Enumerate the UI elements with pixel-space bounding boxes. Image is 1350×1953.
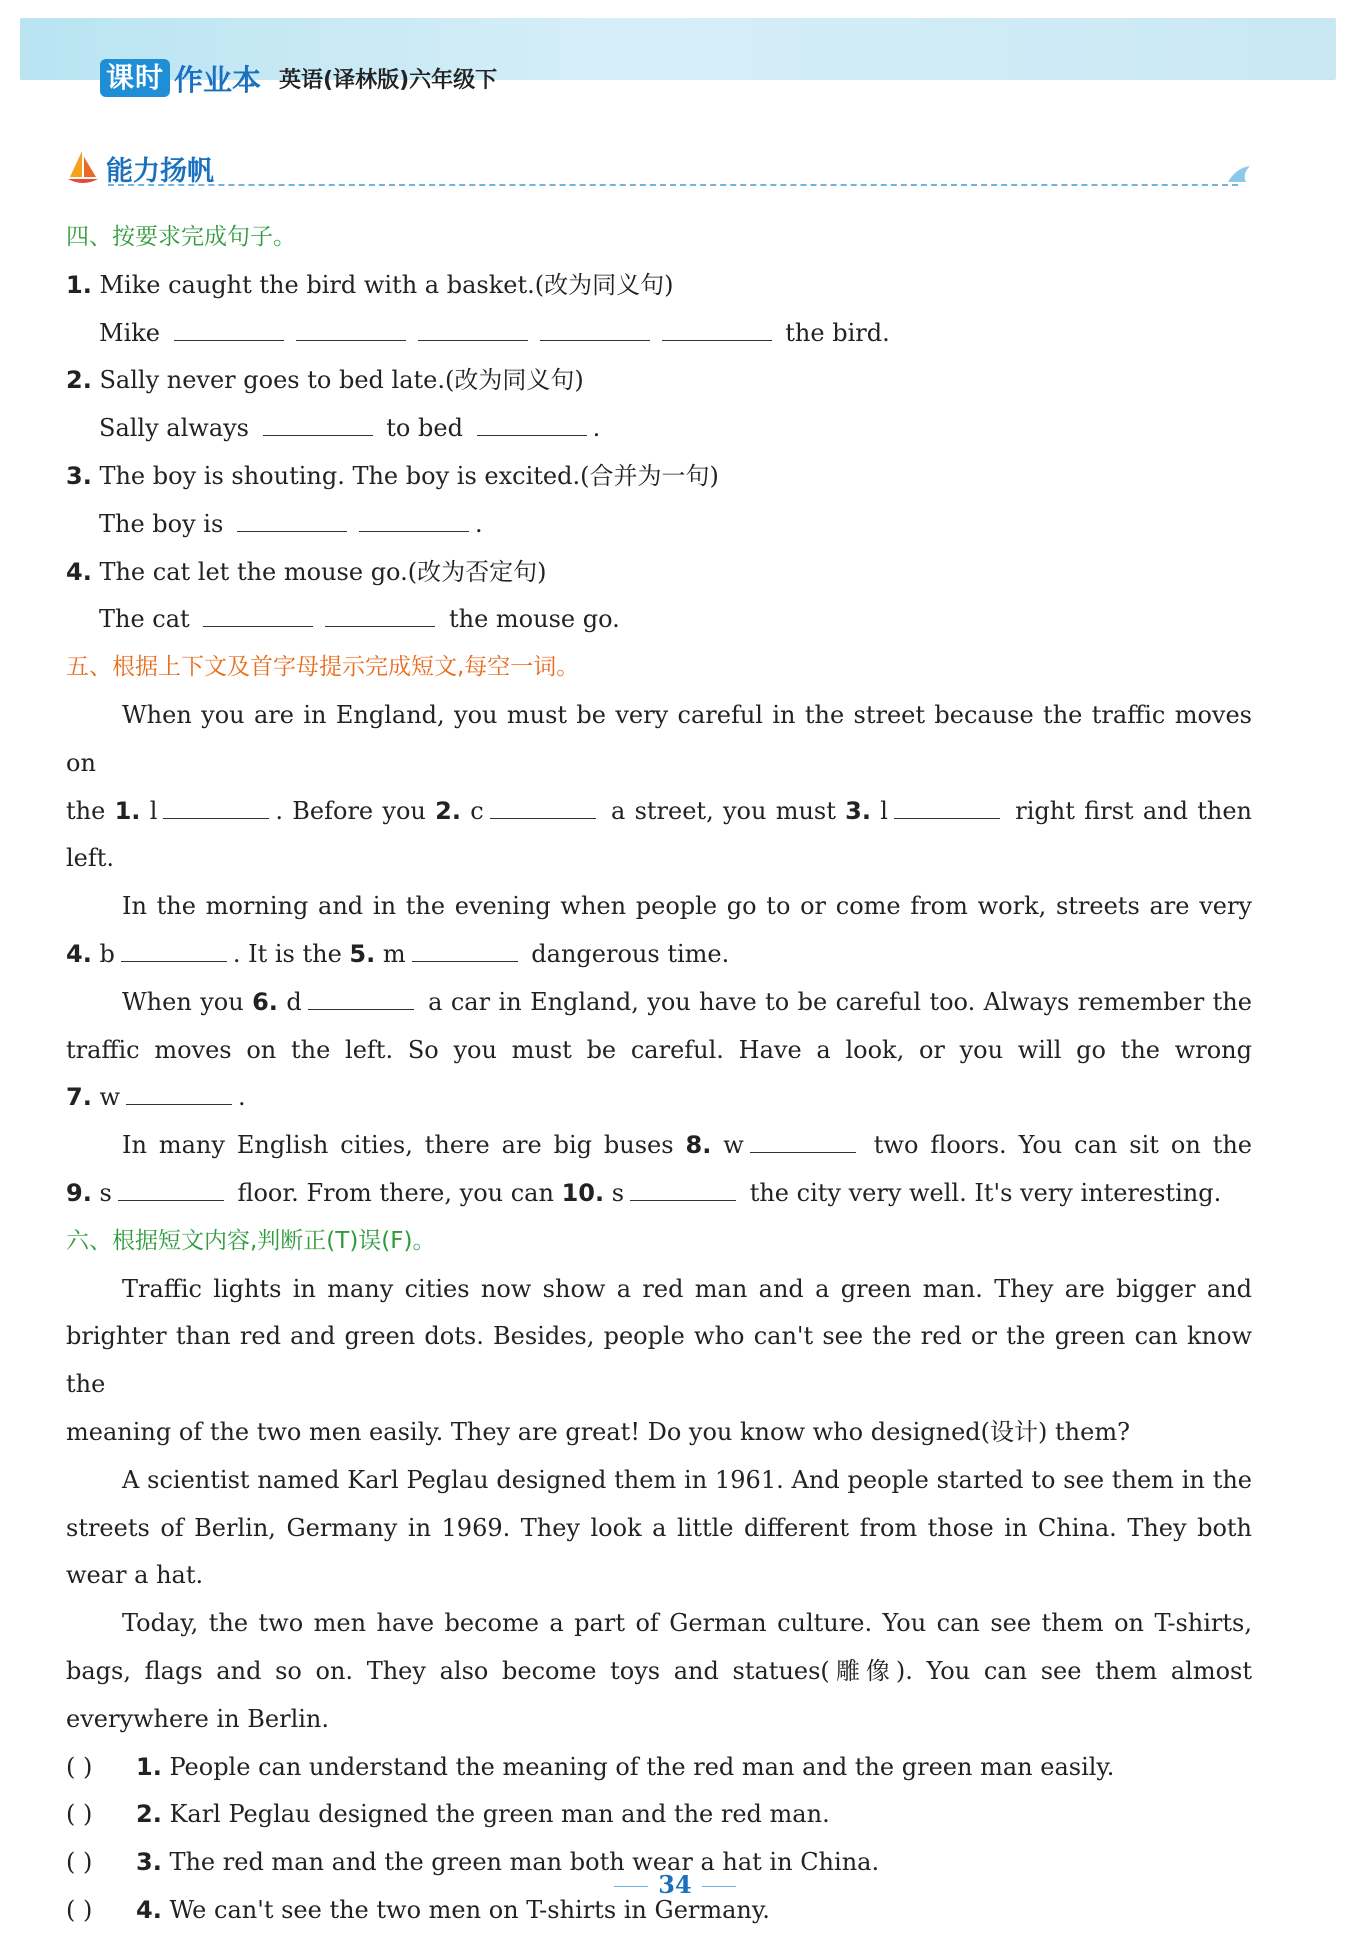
logo-zuoyeben: 作业本 (174, 62, 262, 97)
part5-p3-line2: traffic moves on the left. So you must be careful. Have a look, or you will go the wrong (66, 1035, 1252, 1064)
page-footer (0, 1870, 1350, 1899)
answer-blank[interactable] (630, 1177, 736, 1201)
section-divider (108, 184, 1238, 186)
tf-item-4: ( ) 4. We can't see the two men on T-shirts in Germany. (66, 1887, 1252, 1935)
part5-p1-line1: When you are in England, you must be very careful in the street because the traffic moves on (66, 700, 1252, 777)
part6-p2-line1: A scientist named Karl Peglau designed them in 1961. And people started to see them in the (122, 1465, 1252, 1494)
part4-q3: 3. The boy is shouting. The boy is excited.(合并为一句) (66, 461, 719, 490)
part6-p2-line3: wear a hat. (66, 1561, 204, 1590)
part6-p1-line1: Traffic lights in many cities now show a red man and a green man. They are bigger and (122, 1274, 1252, 1303)
part5-p1-line3: left. (66, 844, 115, 873)
answer-blank[interactable] (750, 1129, 856, 1153)
answer-blank[interactable] (296, 317, 406, 341)
answer-parentheses[interactable]: ( ) (66, 1848, 93, 1877)
part6-p2-line2: streets of Berlin, Germany in 1969. They look a little different from those in China. They both (66, 1513, 1252, 1542)
part6-p1-line3: meaning of the two men easily. They are great! Do you know who designed(设计) them? (66, 1417, 1130, 1446)
part5-p1-line2: the 1. l . Before you 2. c a street, you must 3. l right first and then (66, 796, 1252, 825)
answer-blank[interactable] (163, 795, 269, 819)
page-header (100, 58, 497, 98)
exercise-content (66, 214, 1252, 1935)
answer-blank[interactable] (203, 603, 313, 627)
answer-blank[interactable] (359, 508, 469, 532)
answer-blank[interactable] (237, 508, 347, 532)
answer-blank[interactable] (540, 317, 650, 341)
part4-q1-answer: Mike the bird. (99, 318, 890, 347)
part5-p2-line1: In the morning and in the evening when people go to or come from work, streets are very (122, 892, 1252, 921)
tf-item-3: ( ) 3. The red man and the green man both wear a hat in China. (66, 1839, 1252, 1887)
part4-q1: 1. Mike caught the bird with a basket.(改为同义句) (66, 270, 674, 299)
part6-p3-line3: everywhere in Berlin. (66, 1704, 330, 1733)
part6-p1-line2: brighter than red and green dots. Besides, people who can't see the red or the green can know the (66, 1322, 1252, 1399)
answer-blank[interactable] (412, 938, 518, 962)
answer-blank[interactable] (174, 317, 284, 341)
part5-p4-line2: 9. s floor. From there, you can 10. s the city very well. It's very interesting. (66, 1178, 1222, 1207)
answer-blank[interactable] (126, 1081, 232, 1105)
part4-q3-answer: The boy is . (99, 509, 483, 538)
part4-q2-answer: Sally always to bed . (99, 414, 601, 443)
part4-title: 四、按要求完成句子。 (66, 224, 296, 250)
tf-item-1: ( ) 1. People can understand the meaning of the red man and the green man easily. (66, 1744, 1252, 1792)
part5-p2-line2: 4. b . It is the 5. m dangerous time. (66, 939, 730, 968)
part5-p4-line1: In many English cities, there are big buses 8. w two floors. You can sit on the (122, 1131, 1252, 1160)
answer-parentheses[interactable]: ( ) (66, 1895, 93, 1924)
part4-q4-answer: The cat the mouse go. (99, 605, 620, 634)
sailboat-icon (66, 149, 100, 187)
answer-blank[interactable] (662, 317, 772, 341)
answer-blank[interactable] (118, 1177, 224, 1201)
part6-title: 六、根据短文内容,判断正(T)误(F)。 (66, 1227, 436, 1254)
section-title: 能力扬帆 (106, 155, 214, 187)
answer-parentheses[interactable]: ( ) (66, 1752, 93, 1781)
part6-p3-line1: Today, the two men have become a part of German culture. You can see them on T-shirts, (122, 1609, 1252, 1638)
wave-icon (1226, 164, 1252, 186)
book-logo (100, 58, 261, 98)
part4-q4: 4. The cat let the mouse go.(改为否定句) (66, 557, 547, 586)
answer-blank[interactable] (418, 317, 528, 341)
part5-title: 五、根据上下文及首字母提示完成短文,每空一词。 (66, 654, 580, 681)
footer-dash (614, 1886, 648, 1887)
tf-item-2: ( ) 2. Karl Peglau designed the green man and the red man. (66, 1791, 1252, 1839)
section-header (66, 148, 1252, 188)
book-subtitle: 英语(译林版)六年级下 (279, 67, 498, 93)
answer-blank[interactable] (894, 795, 1000, 819)
answer-blank[interactable] (325, 603, 435, 627)
answer-blank[interactable] (121, 938, 227, 962)
answer-blank[interactable] (490, 795, 596, 819)
logo-keshi: 课时 (100, 59, 170, 97)
footer-dash (702, 1886, 736, 1887)
answer-parentheses[interactable]: ( ) (66, 1800, 93, 1829)
answer-blank[interactable] (263, 412, 373, 436)
part6-p3-line2: bags, flags and so on. They also become toys and statues(雕像). You can see them almost (66, 1656, 1252, 1685)
part5-p3-line1: When you 6. d a car in England, you have to be careful too. Always remember the (122, 987, 1252, 1016)
page-number: 34 (658, 1870, 692, 1899)
answer-blank[interactable] (477, 412, 587, 436)
part5-p3-line3: 7. w . (66, 1083, 246, 1112)
answer-blank[interactable] (308, 986, 414, 1010)
part4-q2: 2. Sally never goes to bed late.(改为同义句) (66, 366, 584, 395)
